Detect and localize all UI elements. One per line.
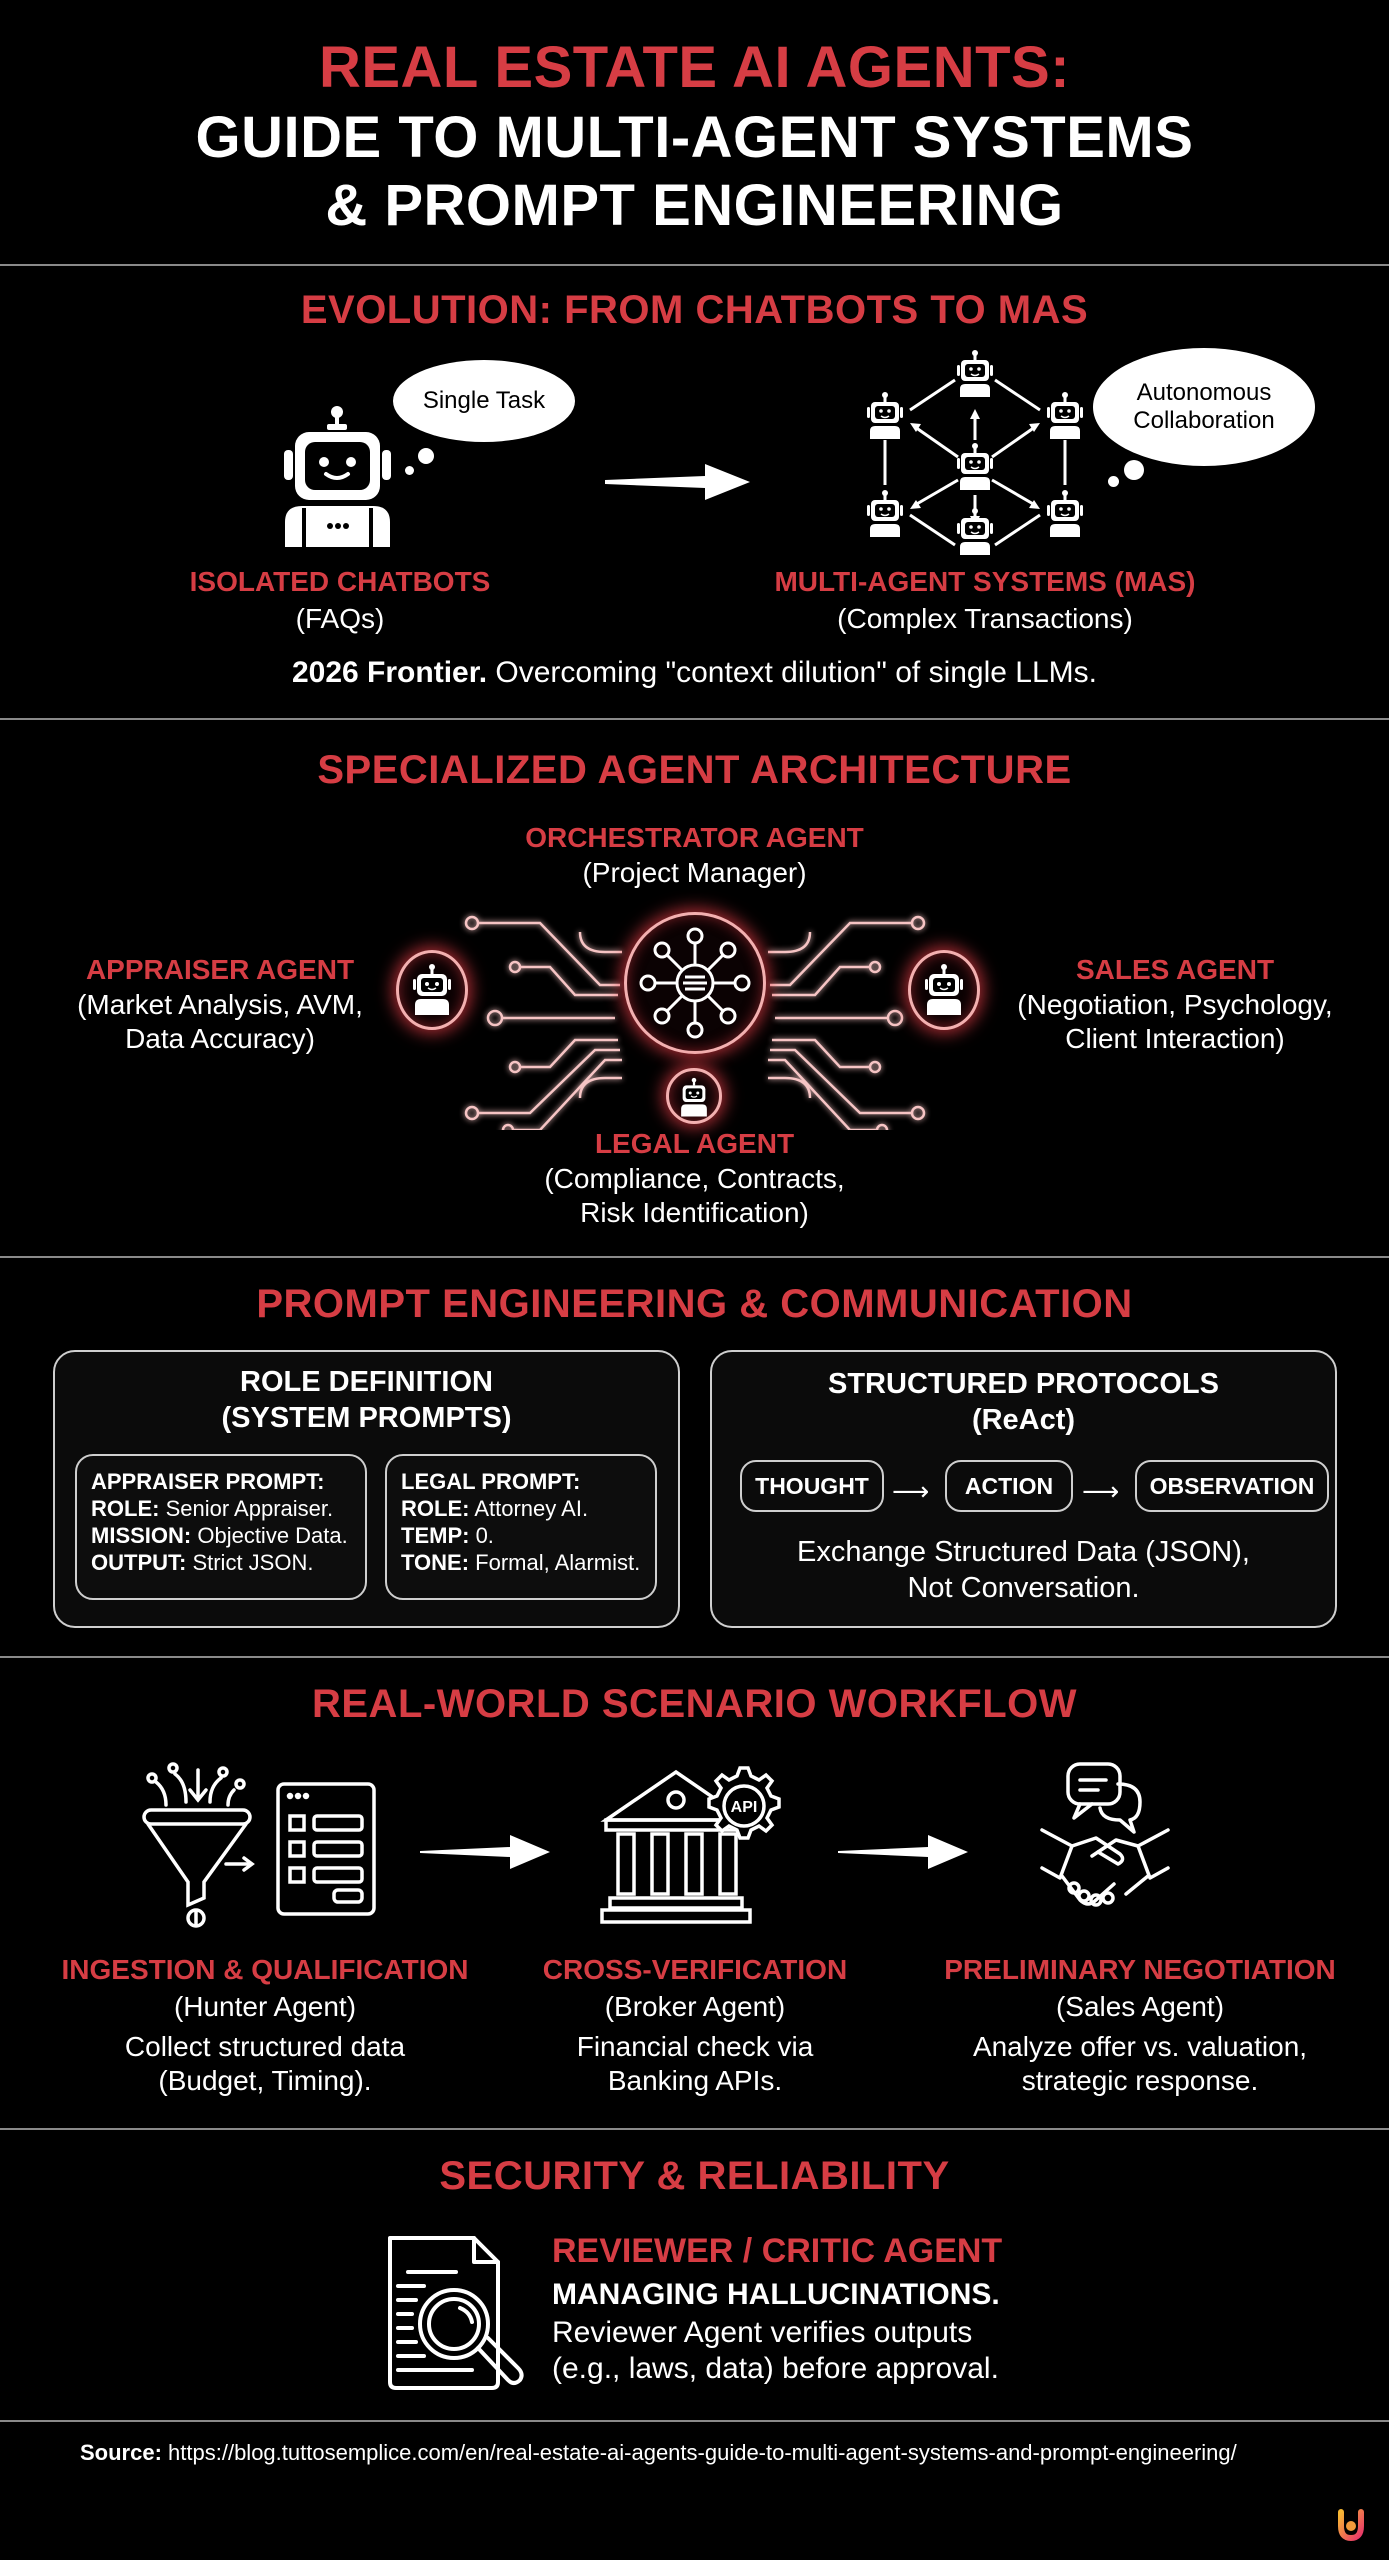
note-text: Overcoming "context dilution" of single LLMs. bbox=[487, 656, 1097, 689]
arrow-right-icon bbox=[420, 1832, 550, 1872]
note-bold: 2026 Frontier. bbox=[291, 656, 488, 689]
structured-protocols-card bbox=[710, 1350, 1337, 1628]
workflow-step-3-desc-1: Analyze offer vs. valuation, bbox=[972, 2031, 1308, 2062]
prompt-key: OUTPUT: bbox=[91, 1550, 187, 1575]
workflow-step-3-agent: (Sales Agent) bbox=[1055, 1991, 1225, 2022]
role-definition-title-2: (SYSTEM PROMPTS) bbox=[221, 1402, 512, 1434]
workflow-step-2-agent: (Broker Agent) bbox=[604, 1991, 786, 2022]
prompt-value: 0. bbox=[469, 1523, 494, 1548]
workflow-step-3-label: PRELIMINARY NEGOTIATION bbox=[944, 1954, 1336, 1985]
section-title-prompt-engineering: PROMPT ENGINEERING & COMMUNICATION bbox=[256, 1282, 1133, 1326]
arrow-right-icon: ⟶ bbox=[1082, 1476, 1120, 1506]
divider bbox=[0, 2128, 1389, 2130]
api-icon-text: API bbox=[730, 1799, 758, 1816]
source-url[interactable]: https://blog.tuttosemplice.com/en/real-estate-ai-agents-guide-to-multi-agent-systems-and-prompt-engineering/ bbox=[161, 2440, 1237, 2465]
legal-sub-1: (Compliance, Contracts, bbox=[544, 1163, 845, 1194]
evolution-note bbox=[0, 656, 1389, 690]
prompt-line bbox=[91, 1522, 351, 1549]
appraiser-sub-1: (Market Analysis, AVM, bbox=[77, 989, 363, 1020]
legal-label: LEGAL AGENT bbox=[594, 1128, 795, 1159]
handshake-chat-icon bbox=[1040, 1760, 1170, 1930]
section-title-evolution: EVOLUTION: FROM CHATBOTS TO MAS bbox=[300, 288, 1089, 332]
prompt-key: ROLE: bbox=[401, 1496, 470, 1521]
legal-prompt-card bbox=[385, 1454, 657, 1600]
arrow-right-icon bbox=[605, 462, 750, 502]
prompt-value: Formal, Alarmist. bbox=[469, 1550, 641, 1575]
reviewer-subheading: MANAGING HALLUCINATIONS. bbox=[552, 2278, 1000, 2311]
section-title-security: SECURITY & RELIABILITY bbox=[439, 2154, 950, 2198]
prompt-line bbox=[401, 1495, 641, 1522]
bubble-text: Single Task bbox=[422, 387, 546, 414]
thought-bubble-single-task bbox=[393, 360, 575, 442]
prompt-value: Objective Data. bbox=[191, 1523, 348, 1548]
funnel-form-icon bbox=[138, 1760, 388, 1930]
divider bbox=[0, 1256, 1389, 1258]
section-title-architecture: SPECIALIZED AGENT ARCHITECTURE bbox=[317, 748, 1072, 792]
isolated-chatbots-sublabel: (FAQs) bbox=[295, 603, 385, 634]
bubble-dot bbox=[1108, 476, 1119, 487]
sales-sub-1: (Negotiation, Psychology, bbox=[1017, 989, 1333, 1020]
mas-label: MULTI-AGENT SYSTEMS (MAS) bbox=[774, 566, 1196, 597]
appraiser-prompt-heading: APPRAISER PROMPT: bbox=[91, 1469, 325, 1494]
source-citation bbox=[80, 2440, 1237, 2466]
legal-prompt-heading: LEGAL PROMPT: bbox=[401, 1469, 581, 1494]
role-definition-title-1: ROLE DEFINITION bbox=[240, 1366, 493, 1398]
prompt-line bbox=[91, 1549, 351, 1576]
step-thought: THOUGHT bbox=[740, 1460, 884, 1512]
orchestrator-label: ORCHESTRATOR AGENT bbox=[525, 822, 864, 853]
reviewer-heading: REVIEWER / CRITIC AGENT bbox=[552, 2232, 1003, 2270]
divider bbox=[0, 264, 1389, 266]
bubble-text bbox=[1133, 379, 1274, 435]
robot-icon bbox=[911, 953, 977, 1027]
divider bbox=[0, 2420, 1389, 2422]
protocols-title-2: (ReAct) bbox=[971, 1404, 1076, 1436]
divider bbox=[0, 718, 1389, 720]
robot-icon bbox=[399, 953, 465, 1027]
isolated-chatbots-label: ISOLATED CHATBOTS bbox=[189, 566, 491, 597]
prompt-line bbox=[401, 1549, 641, 1576]
sales-agent-node bbox=[908, 950, 980, 1030]
prompt-value: Senior Appraiser. bbox=[159, 1496, 334, 1521]
workflow-step-2-desc-1: Financial check via bbox=[576, 2031, 814, 2062]
workflow-step-1-desc-2: (Budget, Timing). bbox=[158, 2065, 372, 2096]
prompt-value: Attorney AI. bbox=[469, 1496, 589, 1521]
title-line-1: REAL ESTATE AI AGENTS: bbox=[318, 35, 1071, 100]
step-action: ACTION bbox=[945, 1460, 1073, 1512]
prompt-key: ROLE: bbox=[91, 1496, 160, 1521]
robot-icon bbox=[669, 1071, 719, 1121]
document-magnifier-icon bbox=[384, 2234, 536, 2392]
appraiser-sub-2: Data Accuracy) bbox=[125, 1023, 315, 1054]
step-observation: OBSERVATION bbox=[1135, 1460, 1329, 1512]
protocols-title-1: STRUCTURED PROTOCOLS bbox=[828, 1368, 1219, 1400]
workflow-step-2-desc-2: Banking APIs. bbox=[607, 2065, 783, 2096]
protocols-note-1: Exchange Structured Data (JSON), bbox=[797, 1536, 1250, 1568]
protocols-note-2: Not Conversation. bbox=[907, 1572, 1140, 1604]
reviewer-desc-1: Reviewer Agent verifies outputs bbox=[552, 2316, 973, 2349]
sales-label: SALES AGENT bbox=[1075, 954, 1275, 985]
title-line-2: GUIDE TO MULTI-AGENT SYSTEMS bbox=[195, 105, 1194, 170]
bubble-dot bbox=[418, 448, 434, 464]
prompt-key: TEMP: bbox=[401, 1523, 470, 1548]
sales-sub-2: Client Interaction) bbox=[1065, 1023, 1285, 1054]
bubble-line-2: Collaboration bbox=[1133, 407, 1275, 434]
workflow-step-1-label: INGESTION & QUALIFICATION bbox=[61, 1954, 469, 1985]
arrow-right-icon bbox=[838, 1832, 968, 1872]
prompt-line bbox=[401, 1522, 641, 1549]
workflow-step-3-desc-2: strategic response. bbox=[1021, 2065, 1259, 2096]
source-label: Source: bbox=[80, 2440, 162, 2465]
section-title-workflow: REAL-WORLD SCENARIO WORKFLOW bbox=[311, 1682, 1077, 1726]
robot-network-icon bbox=[860, 345, 1090, 555]
bubble-dot bbox=[1124, 460, 1144, 480]
bank-api-gear-icon bbox=[600, 1760, 790, 1935]
thought-bubble-autonomous bbox=[1093, 348, 1315, 466]
legal-agent-node bbox=[666, 1068, 722, 1124]
bubble-line-1: Autonomous bbox=[1136, 379, 1272, 406]
title-line-3: & PROMPT ENGINEERING bbox=[325, 173, 1064, 238]
bubble-dot bbox=[405, 466, 414, 475]
workflow-step-1-agent: (Hunter Agent) bbox=[173, 1991, 357, 2022]
legal-sub-2: Risk Identification) bbox=[580, 1197, 809, 1228]
appraiser-prompt-card bbox=[75, 1454, 367, 1600]
orchestrator-hub bbox=[624, 912, 766, 1054]
orchestrator-sublabel: (Project Manager) bbox=[582, 857, 807, 888]
appraiser-label: APPRAISER AGENT bbox=[85, 954, 355, 985]
prompt-value: Strict JSON. bbox=[186, 1550, 314, 1575]
arrow-right-icon: ⟶ bbox=[892, 1476, 930, 1506]
workflow-step-2-label: CROSS-VERIFICATION bbox=[542, 1954, 848, 1985]
workflow-step-1-desc-1: Collect structured data bbox=[124, 2031, 406, 2062]
mas-sublabel: (Complex Transactions) bbox=[837, 603, 1133, 634]
appraiser-agent-node bbox=[396, 950, 468, 1030]
divider bbox=[0, 1656, 1389, 1658]
prompt-key: MISSION: bbox=[91, 1523, 192, 1548]
role-definition-card bbox=[53, 1350, 680, 1628]
prompt-line bbox=[91, 1495, 351, 1522]
reviewer-desc-2: (e.g., laws, data) before approval. bbox=[552, 2352, 999, 2385]
prompt-key: TONE: bbox=[401, 1550, 470, 1575]
brand-logo-icon bbox=[1336, 2508, 1366, 2542]
network-hub-icon bbox=[627, 915, 763, 1051]
robot-icon bbox=[280, 402, 395, 547]
